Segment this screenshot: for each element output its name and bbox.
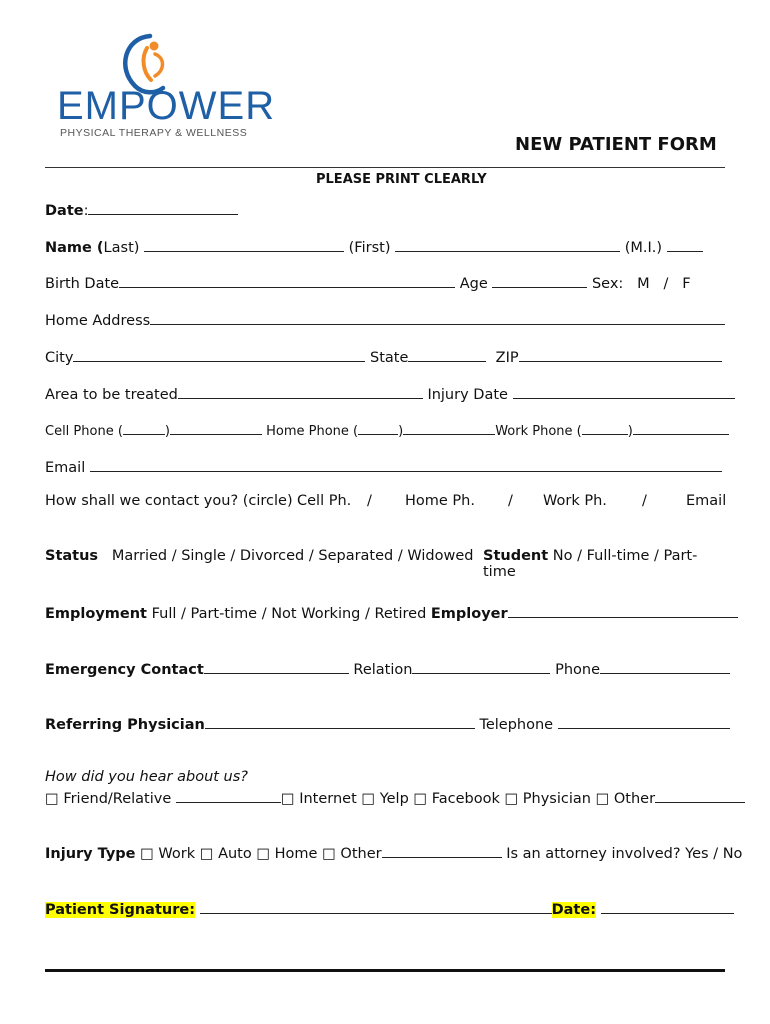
employment-options[interactable]: Full / Part-time / Not Working / Retired	[151, 606, 427, 622]
logo-wordmark: EMPOWER	[57, 84, 276, 128]
phones-row: Cell Phone ( ) Home Phone ( ) Work Phone ( )	[45, 420, 729, 437]
name-label: Name (	[45, 240, 104, 256]
state-label: State	[370, 350, 409, 366]
employer-label: Employer	[430, 606, 508, 622]
checkbox-facebook[interactable]: □	[413, 791, 428, 807]
employment-label: Employment	[45, 606, 147, 622]
contact-option-home[interactable]: Home Ph.	[405, 493, 475, 509]
status-row	[45, 548, 725, 580]
date-row: Date:	[45, 200, 238, 217]
work-phone-label: Work Phone (	[495, 424, 582, 439]
emergency-phone-label: Phone	[555, 662, 600, 678]
relation-label: Relation	[353, 662, 413, 678]
zip-label: ZIP	[495, 350, 519, 366]
friend-field[interactable]	[176, 788, 281, 803]
zip-field[interactable]	[519, 347, 722, 362]
employment-row	[45, 603, 738, 620]
cell-area-code[interactable]	[123, 420, 165, 435]
sex-label: Sex:	[591, 276, 624, 292]
contact-option-cell[interactable]: Cell Ph.	[297, 493, 352, 509]
state-field[interactable]	[408, 347, 486, 362]
attorney-question: Is an attorney involved?	[506, 846, 681, 862]
hear-row: □ Friend/Relative □ Internet □ Yelp □ Facebook □ Physician □ Other	[45, 788, 745, 805]
mi-label: (M.I.)	[624, 240, 663, 256]
instruction: PLEASE PRINT CLEARLY	[316, 172, 487, 187]
city-row	[45, 347, 722, 364]
checkbox-injury-other[interactable]: □	[322, 846, 336, 862]
email-label: Email	[45, 460, 86, 476]
checkbox-friend[interactable]: □	[45, 791, 59, 807]
name-row: Name (Last) (First) (M.I.)	[45, 237, 725, 254]
area-label: Area to be treated	[45, 387, 178, 403]
mi-field[interactable]	[667, 237, 703, 252]
checkbox-internet[interactable]: □	[280, 791, 295, 807]
logo-tagline: PHYSICAL THERAPY & WELLNESS	[60, 127, 248, 139]
injury-other-field[interactable]	[382, 843, 502, 858]
city-label: City	[45, 350, 74, 366]
date-label: Date	[45, 203, 84, 219]
work-area-code[interactable]	[582, 420, 628, 435]
birth-label: Birth Date	[45, 276, 120, 292]
injury-row: Injury Type □ Work □ Auto □ Home □ Other Is an attorney involved? Yes / No	[45, 843, 742, 860]
birth-date-field[interactable]	[119, 273, 455, 288]
bottom-rule	[45, 969, 725, 972]
other-source-field[interactable]	[655, 788, 745, 803]
date-field[interactable]	[88, 200, 238, 215]
form-title: NEW PATIENT FORM	[515, 134, 717, 155]
sex-m[interactable]: M	[637, 276, 650, 292]
email-row	[45, 457, 722, 474]
relation-field[interactable]	[412, 659, 550, 674]
emergency-field[interactable]	[204, 659, 349, 674]
birth-row: Birth Date Age Sex: M / F	[45, 273, 725, 290]
student-label: Student	[483, 548, 549, 564]
status-options[interactable]: Married / Single / Divorced / Separated / Widowed	[111, 548, 474, 564]
cell-phone-label: Cell Phone (	[45, 424, 123, 439]
address-row	[45, 310, 725, 327]
address-field[interactable]	[150, 310, 725, 325]
employer-field[interactable]	[508, 603, 738, 618]
first-label: (First)	[348, 240, 391, 256]
first-name-field[interactable]	[395, 237, 620, 252]
city-field[interactable]	[73, 347, 365, 362]
referring-field[interactable]	[205, 714, 475, 729]
contact-question: How shall we contact you? (circle)	[45, 493, 293, 509]
attorney-no[interactable]: No	[722, 846, 743, 862]
injury-type-label: Injury Type	[45, 846, 136, 862]
injury-date-label: Injury Date	[427, 387, 508, 403]
checkbox-other[interactable]: □	[595, 791, 610, 807]
logo	[55, 28, 276, 140]
area-field[interactable]	[178, 384, 423, 399]
hear-question: How did you hear about us?	[45, 769, 248, 785]
last-name-field[interactable]	[144, 237, 344, 252]
age-label: Age	[459, 276, 488, 292]
referring-row	[45, 714, 730, 731]
cell-phone-field[interactable]	[170, 420, 262, 435]
telephone-field[interactable]	[558, 714, 730, 729]
signature-row	[45, 899, 734, 916]
home-area-code[interactable]	[358, 420, 398, 435]
home-phone-label: Home Phone (	[266, 424, 359, 439]
checkbox-work[interactable]: □	[140, 846, 154, 862]
address-label: Home Address	[45, 313, 151, 329]
email-field[interactable]	[90, 457, 722, 472]
title-rule	[45, 167, 725, 168]
checkbox-physician[interactable]: □	[504, 791, 519, 807]
injury-date-field[interactable]	[513, 384, 735, 399]
emergency-row	[45, 659, 730, 676]
checkbox-yelp[interactable]: □	[361, 791, 376, 807]
age-field[interactable]	[492, 273, 587, 288]
student-options[interactable]: No / Full-time / Part-time	[483, 548, 698, 580]
emergency-phone-field[interactable]	[600, 659, 730, 674]
checkbox-auto[interactable]: □	[199, 846, 214, 862]
home-phone-field[interactable]	[403, 420, 495, 435]
signature-date-field[interactable]	[601, 899, 734, 914]
contact-option-email[interactable]: Email	[686, 493, 727, 509]
checkbox-home[interactable]: □	[256, 846, 271, 862]
contact-option-work[interactable]: Work Ph.	[543, 493, 607, 509]
telephone-label: Telephone	[479, 717, 554, 733]
contact-row: How shall we contact you? (circle) Cell Ph. / Home Ph. / Work Ph. / Email	[45, 493, 727, 509]
signature-date-label: Date:	[551, 902, 596, 918]
referring-label: Referring Physician	[45, 717, 205, 733]
status-label: Status	[45, 548, 99, 564]
area-row	[45, 384, 735, 401]
signature-label: Patient Signature:	[45, 902, 195, 918]
signature-field[interactable]	[200, 899, 552, 914]
attorney-yes[interactable]: Yes /	[685, 846, 719, 862]
sex-f[interactable]: F	[682, 276, 691, 292]
work-phone-field[interactable]	[633, 420, 729, 435]
emergency-label: Emergency Contact	[45, 662, 204, 678]
